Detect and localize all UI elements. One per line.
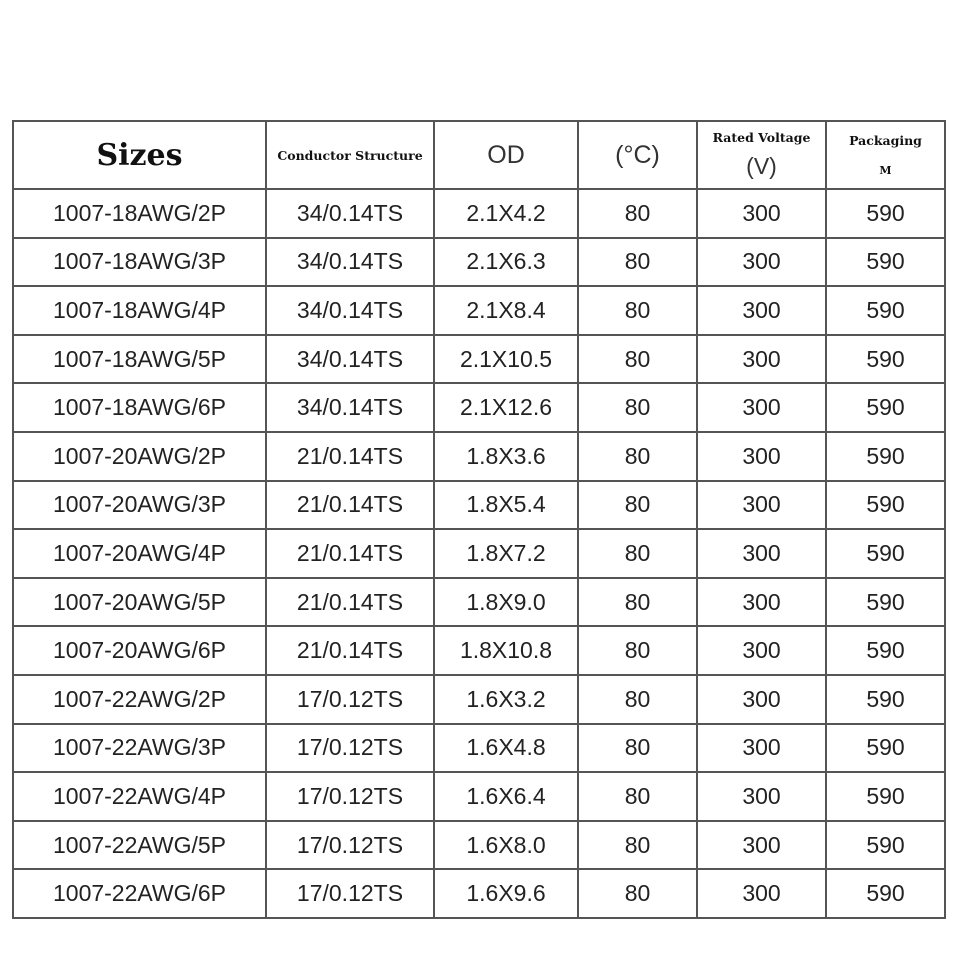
header-od: OD <box>434 121 578 189</box>
cell-od: 1.8X10.8 <box>434 626 578 675</box>
header-packaging-label: Packaging <box>849 133 922 148</box>
cell-size: 1007-22AWG/3P <box>13 724 266 773</box>
cell-packaging: 590 <box>826 383 945 432</box>
cell-conductor-structure: 17/0.12TS <box>266 869 434 918</box>
cell-temperature: 80 <box>578 432 697 481</box>
cell-size: 1007-22AWG/5P <box>13 821 266 870</box>
cell-od: 2.1X6.3 <box>434 238 578 287</box>
cell-packaging: 590 <box>826 432 945 481</box>
header-rated-voltage <box>697 121 826 189</box>
header-packaging-unit: M <box>879 164 892 177</box>
cell-conductor-structure: 21/0.14TS <box>266 578 434 627</box>
cell-od: 1.6X9.6 <box>434 869 578 918</box>
cell-conductor-structure: 21/0.14TS <box>266 626 434 675</box>
cell-rated-voltage: 300 <box>697 675 826 724</box>
cell-packaging: 590 <box>826 335 945 384</box>
cell-packaging: 590 <box>826 724 945 773</box>
table-row <box>13 626 945 675</box>
cell-od: 2.1X10.5 <box>434 335 578 384</box>
cell-packaging: 590 <box>826 675 945 724</box>
table-row <box>13 238 945 287</box>
table-row <box>13 772 945 821</box>
cell-size: 1007-18AWG/3P <box>13 238 266 287</box>
cell-packaging: 590 <box>826 821 945 870</box>
cell-size: 1007-22AWG/6P <box>13 869 266 918</box>
cell-size: 1007-22AWG/4P <box>13 772 266 821</box>
cell-temperature: 80 <box>578 286 697 335</box>
table-row <box>13 189 945 238</box>
header-rated-voltage-label: Rated Voltage <box>712 130 811 145</box>
cell-rated-voltage: 300 <box>697 335 826 384</box>
cell-packaging: 590 <box>826 286 945 335</box>
cell-od: 1.6X3.2 <box>434 675 578 724</box>
cell-conductor-structure: 21/0.14TS <box>266 529 434 578</box>
cell-rated-voltage: 300 <box>697 481 826 530</box>
cell-packaging: 590 <box>826 626 945 675</box>
cell-conductor-structure: 34/0.14TS <box>266 335 434 384</box>
cell-conductor-structure: 34/0.14TS <box>266 189 434 238</box>
table-row <box>13 432 945 481</box>
cell-size: 1007-18AWG/5P <box>13 335 266 384</box>
table-header-row <box>13 121 945 189</box>
table-row <box>13 869 945 918</box>
cell-rated-voltage: 300 <box>697 383 826 432</box>
cell-temperature: 80 <box>578 481 697 530</box>
cell-temperature: 80 <box>578 383 697 432</box>
cell-size: 1007-22AWG/2P <box>13 675 266 724</box>
cell-rated-voltage: 300 <box>697 432 826 481</box>
table-row <box>13 286 945 335</box>
cell-packaging: 590 <box>826 529 945 578</box>
cell-conductor-structure: 34/0.14TS <box>266 238 434 287</box>
cell-conductor-structure: 17/0.12TS <box>266 724 434 773</box>
header-conductor-structure: Conductor Structure <box>266 121 434 189</box>
cell-od: 2.1X12.6 <box>434 383 578 432</box>
cell-conductor-structure: 17/0.12TS <box>266 772 434 821</box>
cell-od: 1.6X6.4 <box>434 772 578 821</box>
cell-size: 1007-18AWG/2P <box>13 189 266 238</box>
cell-rated-voltage: 300 <box>697 821 826 870</box>
cell-conductor-structure: 34/0.14TS <box>266 383 434 432</box>
cell-temperature: 80 <box>578 821 697 870</box>
cell-rated-voltage: 300 <box>697 869 826 918</box>
cell-od: 1.8X9.0 <box>434 578 578 627</box>
table-row <box>13 675 945 724</box>
table-row <box>13 724 945 773</box>
cell-conductor-structure: 17/0.12TS <box>266 675 434 724</box>
table-row <box>13 578 945 627</box>
cell-packaging: 590 <box>826 481 945 530</box>
cell-packaging: 590 <box>826 238 945 287</box>
cell-od: 1.8X5.4 <box>434 481 578 530</box>
cell-temperature: 80 <box>578 869 697 918</box>
cell-size: 1007-20AWG/6P <box>13 626 266 675</box>
cell-conductor-structure: 21/0.14TS <box>266 432 434 481</box>
cell-rated-voltage: 300 <box>697 189 826 238</box>
table-row <box>13 383 945 432</box>
cell-od: 1.6X8.0 <box>434 821 578 870</box>
cell-temperature: 80 <box>578 529 697 578</box>
cell-packaging: 590 <box>826 869 945 918</box>
header-rated-voltage-unit: (V) <box>746 153 777 179</box>
cell-rated-voltage: 300 <box>697 286 826 335</box>
header-sizes: Sizes <box>13 121 266 189</box>
cell-temperature: 80 <box>578 335 697 384</box>
cell-size: 1007-18AWG/4P <box>13 286 266 335</box>
cell-rated-voltage: 300 <box>697 578 826 627</box>
table-row <box>13 335 945 384</box>
cell-rated-voltage: 300 <box>697 238 826 287</box>
header-packaging <box>826 121 945 189</box>
cell-rated-voltage: 300 <box>697 529 826 578</box>
cell-temperature: 80 <box>578 675 697 724</box>
cell-temperature: 80 <box>578 724 697 773</box>
cell-size: 1007-20AWG/3P <box>13 481 266 530</box>
table-row <box>13 529 945 578</box>
cell-rated-voltage: 300 <box>697 772 826 821</box>
cell-conductor-structure: 17/0.12TS <box>266 821 434 870</box>
cell-packaging: 590 <box>826 189 945 238</box>
cell-od: 1.8X7.2 <box>434 529 578 578</box>
cell-size: 1007-20AWG/2P <box>13 432 266 481</box>
cell-conductor-structure: 21/0.14TS <box>266 481 434 530</box>
cell-rated-voltage: 300 <box>697 626 826 675</box>
cell-rated-voltage: 300 <box>697 724 826 773</box>
cable-spec-table <box>12 120 946 919</box>
cell-temperature: 80 <box>578 772 697 821</box>
cell-od: 2.1X8.4 <box>434 286 578 335</box>
table-row <box>13 481 945 530</box>
cell-temperature: 80 <box>578 626 697 675</box>
cell-temperature: 80 <box>578 238 697 287</box>
cell-temperature: 80 <box>578 578 697 627</box>
cell-packaging: 590 <box>826 578 945 627</box>
cell-temperature: 80 <box>578 189 697 238</box>
cell-conductor-structure: 34/0.14TS <box>266 286 434 335</box>
cell-size: 1007-20AWG/5P <box>13 578 266 627</box>
cell-od: 2.1X4.2 <box>434 189 578 238</box>
cell-size: 1007-20AWG/4P <box>13 529 266 578</box>
table-row <box>13 821 945 870</box>
table-body <box>13 189 945 918</box>
header-temperature: (°C) <box>578 121 697 189</box>
cell-od: 1.8X3.6 <box>434 432 578 481</box>
cell-size: 1007-18AWG/6P <box>13 383 266 432</box>
cell-packaging: 590 <box>826 772 945 821</box>
cell-od: 1.6X4.8 <box>434 724 578 773</box>
